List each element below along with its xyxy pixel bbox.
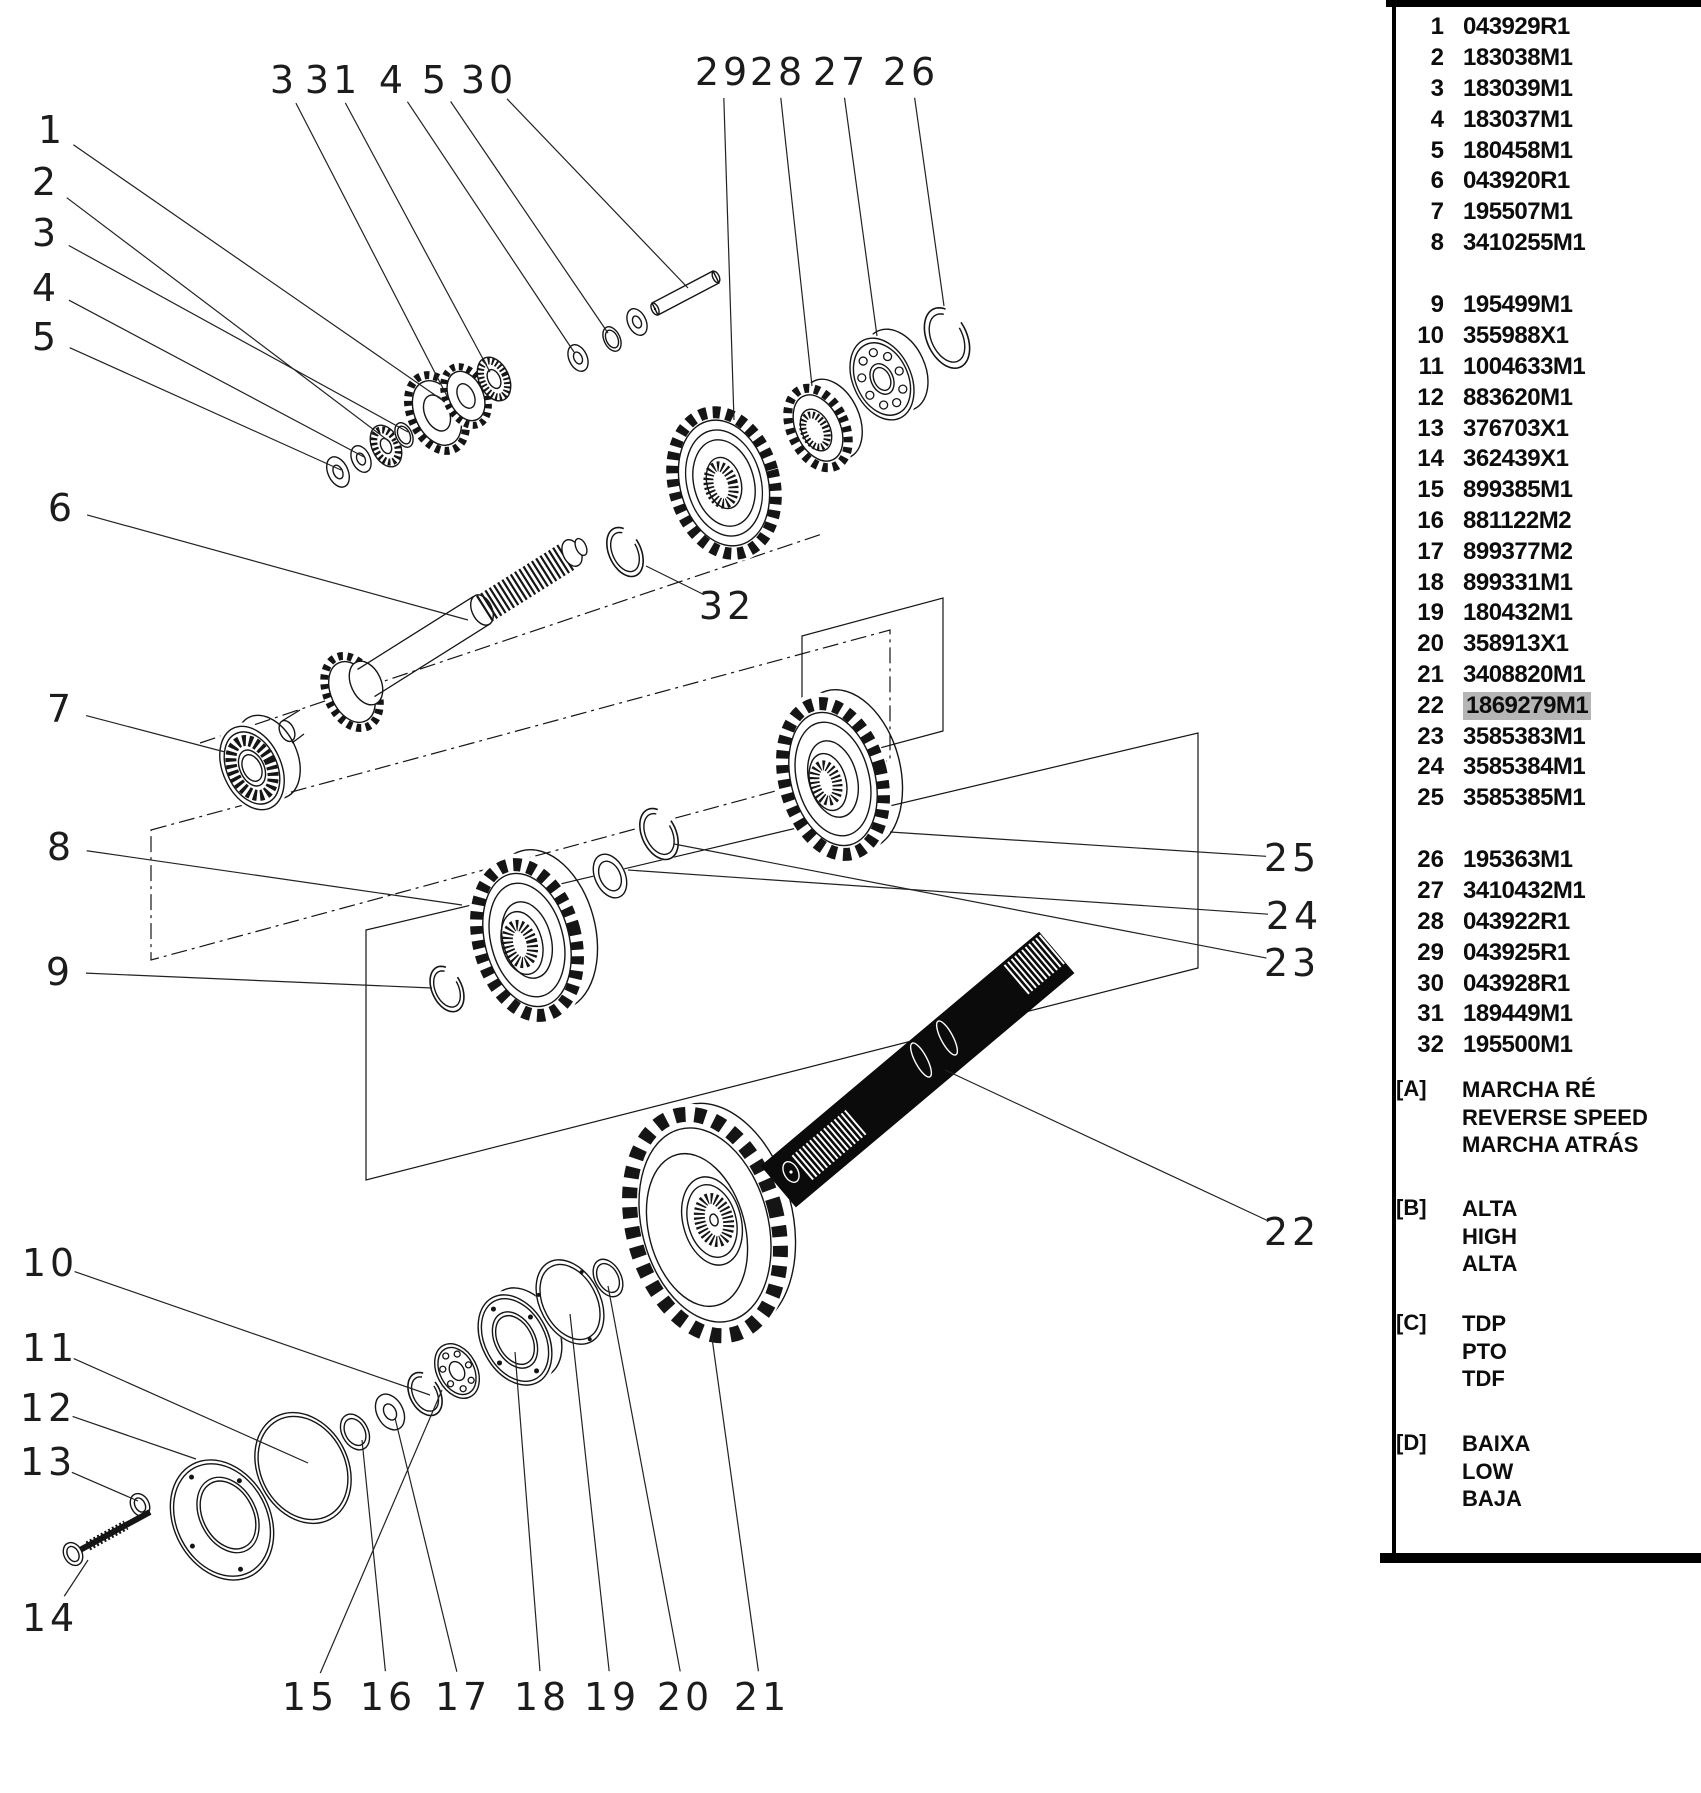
callout-5-17: 5 (421, 58, 451, 102)
part-number: 883620M1 (1463, 383, 1573, 411)
callout-28-20: 28 (749, 50, 807, 94)
part-number: 195363M1 (1463, 846, 1573, 874)
part-number: 376703X1 (1463, 414, 1569, 442)
callout-2-1: 2 (31, 160, 61, 204)
part-index: 1 (1430, 13, 1444, 41)
part-index: 20 (1417, 630, 1444, 658)
part-index: 6 (1430, 167, 1444, 195)
leader-line-18-31 (515, 1352, 540, 1671)
note-lines: ALTA HIGH ALTA (1462, 1196, 1518, 1276)
part-number: 195500M1 (1463, 1031, 1573, 1059)
parts-list-row[interactable] (1398, 228, 1698, 259)
part-number: 358913X1 (1463, 630, 1569, 658)
part-index: 28 (1417, 907, 1444, 935)
parts-list-group (1398, 845, 1698, 1061)
callout-14-13: 14 (21, 1596, 79, 1640)
callout-3-2: 3 (31, 211, 61, 255)
callout-21-34: 21 (733, 1675, 791, 1719)
part-index: 26 (1417, 846, 1444, 874)
leader-line-19-32 (570, 1314, 609, 1671)
callout-3-14: 3 (269, 58, 299, 102)
parts-list-row[interactable] (1398, 43, 1698, 74)
part-index: 14 (1417, 445, 1444, 473)
parts-list-group (1398, 12, 1698, 258)
part-index: 31 (1417, 1000, 1444, 1028)
parts-list-row[interactable] (1398, 845, 1698, 876)
parts-list-row[interactable] (1398, 352, 1698, 383)
note-lines: TDP PTO TDF (1462, 1311, 1507, 1391)
part-number: 183038M1 (1463, 44, 1573, 72)
part-index: 9 (1430, 291, 1444, 319)
part-number: 1004633M1 (1463, 352, 1586, 380)
part-index: 19 (1417, 599, 1444, 627)
callout-20-33: 20 (656, 1675, 714, 1719)
parts-list-row[interactable] (1398, 752, 1698, 783)
parts-list-row[interactable] (1398, 937, 1698, 968)
parts-list-row[interactable] (1398, 166, 1698, 197)
callout-32-23: 32 (698, 584, 756, 628)
part-number: 195499M1 (1463, 291, 1573, 319)
leader-line-21-34 (712, 1338, 758, 1671)
leader-line-11-10 (74, 1359, 308, 1463)
leader-line-2-1 (67, 198, 390, 442)
parts-list-row[interactable] (1398, 197, 1698, 228)
parts-list-row[interactable] (1398, 598, 1698, 629)
leader-line-4-3 (69, 300, 364, 457)
leader-line-20-33 (608, 1286, 680, 1671)
part-number: 899331M1 (1463, 568, 1573, 596)
callout-23-26: 23 (1263, 941, 1321, 985)
callout-25-24: 25 (1263, 836, 1321, 880)
part-index: 2 (1430, 44, 1444, 72)
part-index: 11 (1418, 352, 1444, 380)
note-lines: MARCHA RÉ REVERSE SPEED MARCHA ATRÁS (1462, 1077, 1648, 1157)
parts-list-row[interactable] (1398, 999, 1698, 1030)
leader-line-31-15 (345, 103, 490, 372)
part-number: 043920R1 (1463, 167, 1570, 195)
part-number: 899385M1 (1463, 476, 1573, 504)
parts-list-row[interactable] (1398, 382, 1698, 413)
part-index: 12 (1417, 383, 1444, 411)
parts-list-row[interactable] (1398, 1030, 1698, 1061)
callout-15-28: 15 (281, 1675, 339, 1719)
leader-line-10-9 (75, 1272, 430, 1395)
leader-line-13-12 (72, 1472, 138, 1501)
callout-22-27: 22 (1263, 1210, 1321, 1254)
callout-17-30: 17 (434, 1675, 492, 1719)
parts-list-row[interactable] (1398, 135, 1698, 166)
part-index: 29 (1417, 938, 1444, 966)
part-number: 043928R1 (1463, 969, 1570, 997)
leader-line-6-5 (87, 515, 468, 620)
callout-26-22: 26 (882, 50, 940, 94)
part-index: 21 (1417, 660, 1444, 688)
leader-line-8-7 (87, 851, 462, 905)
leader-line-23-26 (674, 844, 1266, 958)
parts-list-row[interactable] (1398, 629, 1698, 660)
parts-list-row[interactable] (1398, 444, 1698, 475)
callout-31-15: 31 (304, 58, 362, 102)
leader-line-27-21 (845, 98, 877, 336)
parts-list-row[interactable] (1398, 104, 1698, 135)
callout-4-3: 4 (31, 266, 61, 310)
part-number: 881122M2 (1463, 506, 1572, 534)
leader-line-28-20 (781, 98, 812, 386)
leader-line-26-22 (915, 98, 944, 306)
part-index: 3 (1430, 74, 1444, 102)
callout-11-10: 11 (21, 1326, 79, 1370)
part-number: 3585384M1 (1463, 753, 1586, 781)
leader-line-24-25 (628, 870, 1268, 914)
leader-line-22-27 (945, 1070, 1268, 1221)
leader-line-25-24 (890, 832, 1266, 856)
part-index: 23 (1417, 722, 1444, 750)
part-index: 10 (1417, 322, 1444, 350)
part-index: 25 (1417, 784, 1444, 812)
callout-4-16: 4 (378, 58, 408, 102)
part-number: 195507M1 (1463, 198, 1573, 226)
part-index: 8 (1430, 228, 1444, 256)
leader-line-3-2 (69, 246, 408, 432)
part-number: 183039M1 (1463, 74, 1573, 102)
part-number: 043922R1 (1463, 907, 1570, 935)
leader-line-30-18 (507, 99, 688, 288)
callout-8-7: 8 (46, 825, 76, 869)
leader-line-5-17 (451, 102, 608, 333)
part-number: 3410255M1 (1463, 228, 1586, 256)
part-index: 18 (1417, 568, 1444, 596)
part-number: 3585383M1 (1463, 722, 1586, 750)
part-index: 7 (1430, 198, 1444, 226)
callout-13-12: 13 (19, 1440, 77, 1484)
parts-list-row[interactable] (1398, 783, 1698, 814)
part-number: 3585385M1 (1463, 784, 1586, 812)
callout-12-11: 12 (19, 1386, 77, 1430)
note-tag: [B] (1396, 1195, 1427, 1220)
parts-list-row[interactable] (1398, 690, 1698, 721)
part-number: 362439X1 (1463, 445, 1569, 473)
part-index: 15 (1417, 476, 1444, 504)
callout-10-9: 10 (21, 1241, 79, 1285)
callout-18-31: 18 (513, 1675, 571, 1719)
part-number: 899377M2 (1463, 537, 1573, 565)
callout-24-25: 24 (1265, 894, 1323, 938)
parts-list-row[interactable] (1398, 506, 1698, 537)
leader-line-7-6 (86, 716, 225, 752)
part-index: 16 (1417, 506, 1444, 534)
leader-line-9-8 (86, 973, 432, 988)
callout-1-0: 1 (37, 108, 67, 152)
part-index: 17 (1417, 537, 1444, 565)
parts-list-row[interactable] (1398, 321, 1698, 352)
part-number: 3410432M1 (1463, 877, 1586, 905)
parts-list-row[interactable] (1398, 876, 1698, 907)
part-number: 043925R1 (1463, 938, 1570, 966)
part-index: 24 (1417, 753, 1444, 781)
callout-5-4: 5 (31, 315, 61, 359)
part-number: 355988X1 (1463, 322, 1569, 350)
parts-list-row[interactable] (1398, 907, 1698, 938)
note-tag: [D] (1396, 1430, 1427, 1455)
callout-9-8: 9 (45, 950, 75, 994)
part-number: 043929R1 (1463, 13, 1570, 41)
callout-16-29: 16 (359, 1675, 417, 1719)
callout-27-21: 27 (812, 50, 870, 94)
part-index: 4 (1430, 105, 1444, 133)
part-index: 32 (1417, 1031, 1444, 1059)
part-number: 189449M1 (1463, 1000, 1573, 1028)
leader-line-29-19 (724, 98, 734, 420)
note-tag: [A] (1396, 1076, 1427, 1101)
part-number: 180458M1 (1463, 136, 1573, 164)
parts-list-row[interactable] (1398, 567, 1698, 598)
parts-list-row[interactable] (1398, 475, 1698, 506)
leader-line-16-29 (362, 1440, 385, 1671)
parts-list-row[interactable] (1398, 413, 1698, 444)
part-number-highlighted: 1869279M1 (1463, 692, 1591, 720)
leader-line-17-30 (395, 1418, 457, 1672)
callout-7-6: 7 (46, 687, 76, 731)
part-index: 27 (1417, 877, 1444, 905)
part-number: 183037M1 (1463, 105, 1573, 133)
leader-line-5-4 (70, 348, 341, 470)
callout-6-5: 6 (47, 486, 77, 530)
parts-list-row[interactable] (1398, 660, 1698, 691)
note-tag: [C] (1396, 1310, 1427, 1335)
leader-line-12-11 (73, 1416, 196, 1459)
parts-list-row[interactable] (1398, 290, 1698, 321)
parts-list-row[interactable] (1398, 12, 1698, 43)
callout-19-32: 19 (583, 1675, 641, 1719)
part-index: 30 (1417, 969, 1444, 997)
callout-29-19: 29 (694, 50, 752, 94)
callout-30-18: 30 (460, 58, 518, 102)
part-index: 22 (1417, 691, 1444, 719)
part-index: 13 (1417, 414, 1444, 442)
parts-list-row[interactable] (1398, 536, 1698, 567)
part-index: 5 (1430, 136, 1444, 164)
note-lines: BAIXA LOW BAJA (1462, 1431, 1531, 1511)
parts-list-row[interactable] (1398, 721, 1698, 752)
parts-list-group (1398, 290, 1698, 814)
parts-list-row[interactable] (1398, 74, 1698, 105)
leader-line-4-16 (407, 102, 574, 352)
parts-list-row[interactable] (1398, 968, 1698, 999)
part-number: 3408820M1 (1463, 660, 1586, 688)
part-number: 180432M1 (1463, 599, 1573, 627)
